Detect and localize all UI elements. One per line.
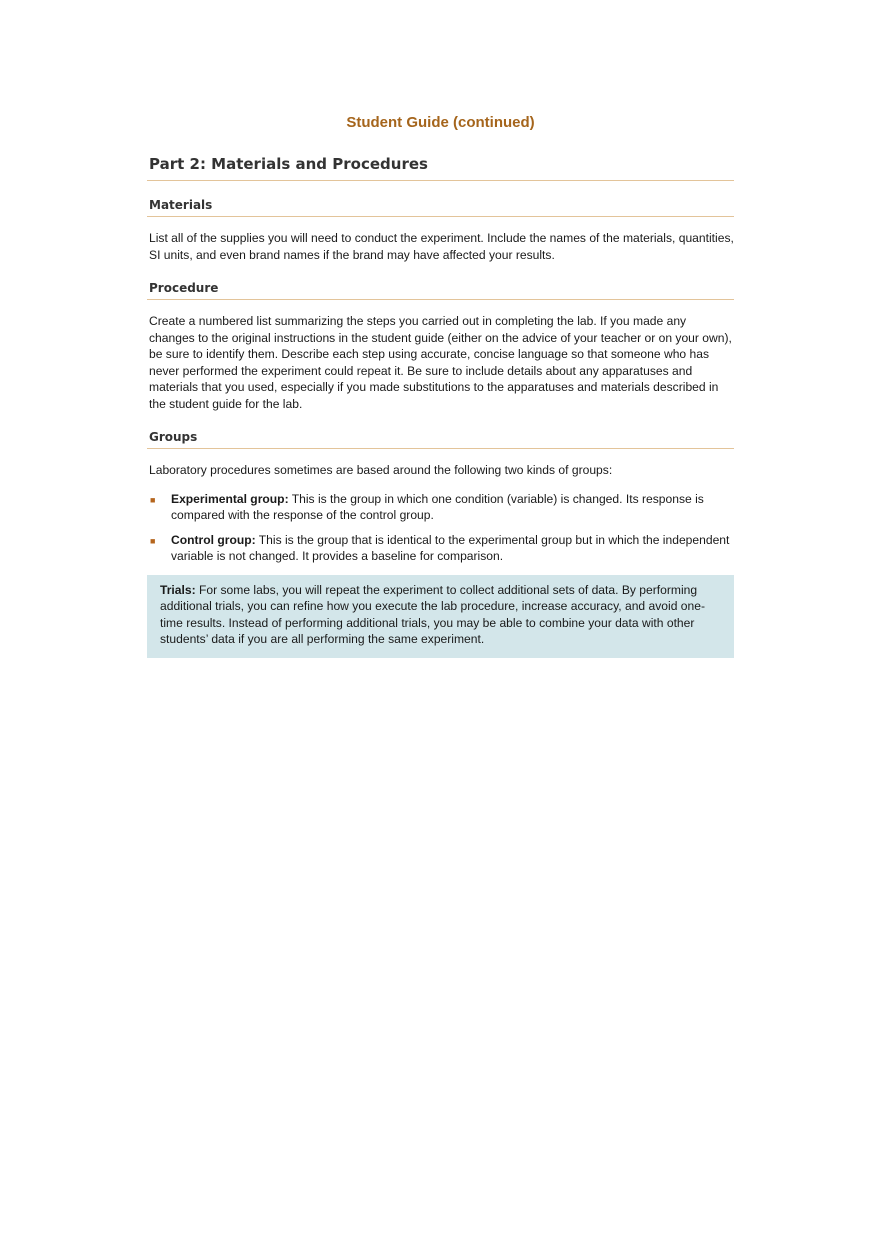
trials-callout [147,575,734,658]
square-bullet-icon: ■ [150,535,156,546]
trials-term: Trials: [160,583,196,597]
square-bullet-icon: ■ [150,494,156,505]
bullet-text: This is the group that is identical to the experimental group but in which the independent variable is not changed. It provides a baseline for comparison. [171,532,730,563]
procedure-text: Create a numbered list summarizing the steps you carried out in completing the lab. If you made any changes to the original instructions in the student guide (either on the advice of your teacher or on your own), be sure to identify them. Describe each step using accurate, concise language so that someone who has never performed the experiment could repeat it. Be sure to include details about any apparatuses and materials that you used, especially if you made substitutions to the apparatuses and materials described in the student guide for the lab. [149,314,732,411]
list-item [147,532,734,564]
bullet-term: Control group: [171,532,256,547]
materials-heading: Materials [147,198,734,217]
trials-text: For some labs, you will repeat the experiment to collect additional sets of data. By performing additional trials, you can refine how you execute the lab procedure, increase accuracy, and avoid one-time results. Instead of performing additional trials, you may be able to combine your data with other students’ data if you are all performing the same experiment. [160,583,705,647]
procedure-heading: Procedure [147,281,734,300]
groups-list [147,491,734,564]
part-heading: Part 2: Materials and Procedures [147,155,734,181]
groups-section [147,430,734,573]
bullet-text: This is the group in which one condition (variable) is changed. Its response is compared with the response of the control group. [171,491,704,522]
procedure-section [147,281,734,413]
list-item [147,491,734,523]
groups-intro: Laboratory procedures sometimes are based around the following two kinds of groups: [149,463,613,477]
bullet-term: Experimental group: [171,491,289,506]
groups-heading: Groups [147,430,734,449]
document-title: Student Guide (continued) [346,114,535,131]
materials-text: List all of the supplies you will need to conduct the experiment. Include the names of the materials, quantities, SI units, and even brand names if the brand may have affected your results. [149,231,734,262]
materials-section [147,198,734,263]
